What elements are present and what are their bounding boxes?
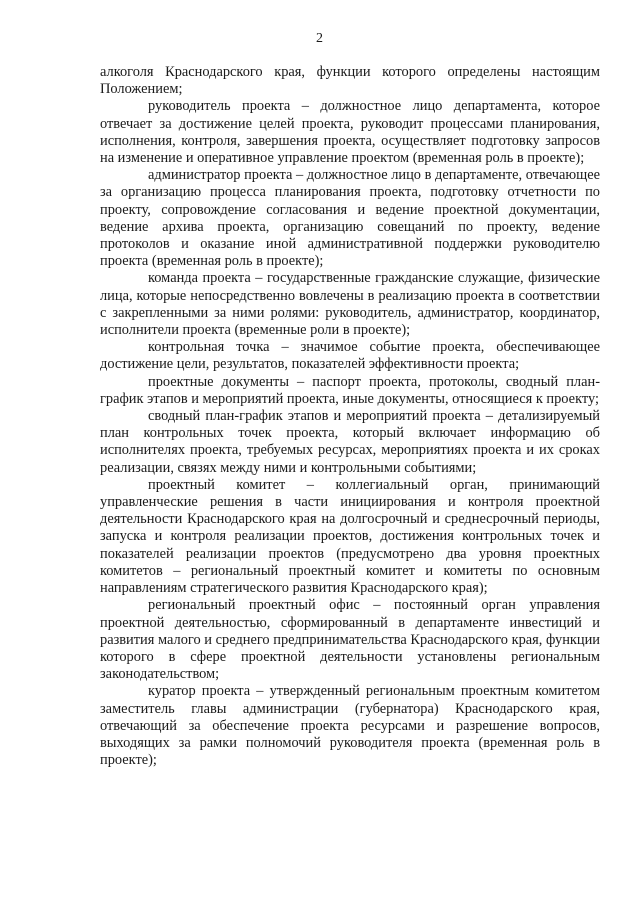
paragraph-project-documents: проектные документы – паспорт проекта, протоколы, сводный план-график этапов и мероприятий проекта, иные документы, относящиеся к проекту;: [100, 373, 600, 407]
document-body: [100, 64, 600, 769]
paragraph-project-team: команда проекта – государственные гражданские служащие, физические лица, которые непосредственно вовлечены в реализацию проекта в соответствии с закрепленными за ними ролями: руководитель, администратор, координатор, исполнители проекта (временные роли в проекте);: [100, 270, 600, 339]
page-number: 2: [316, 31, 323, 46]
paragraph-project-curator: куратор проекта – утвержденный региональным проектным комитетом заместитель главы администрации (губернатора) Краснодарского края, отвечающий за обеспечение проекта ресурсами и разрешение вопросов, выходящих за рамки полномочий руководителя проекта (временная роль в проекте);: [100, 683, 600, 769]
paragraph-regional-project-office: региональный проектный офис – постоянный орган управления проектной деятельностью, сформированный в департаменте инвестиций и развития малого и среднего предпринимательства Краснодарского края, функции которого в сфере проектной деятельности установлены региональным законодательством;: [100, 597, 600, 683]
paragraph-checkpoint: контрольная точка – значимое событие проекта, обеспечивающее достижение цели, результатов, показателей эффективности проекта;: [100, 339, 600, 373]
paragraph-project-manager: руководитель проекта – должностное лицо департамента, которое отвечает за достижение целей проекта, руководит процессами планирования, исполнения, контроля, завершения проекта, осуществляет подготовку запросов на изменение и оперативное управление проектом (временная роль в проекте);: [100, 98, 600, 167]
paragraph-project-committee: проектный комитет – коллегиальный орган, принимающий управленческие решения в части инициирования и контроля проектной деятельности Краснодарского края на долгосрочный и среднесрочный периоды, запуска и контроля реализации проектов, достижения контрольных точек и показателей реализации проектов (предусмотрено два уровня проектных комитетов – региональный проектный комитет и комитеты по основным направлениям стратегического развития Краснодарского края);: [100, 476, 600, 597]
paragraph-project-administrator: администратор проекта – должностное лицо в департаменте, отвечающее за организацию процесса планирования проекта, подготовку отчетности по проекту, сопровождение согласования и ведение проектной документации, ведение архива проекта, организацию совещаний по проекту, ведение протоколов и оказание иной административной поддержки руководителю проекта (временная роль в проекте);: [100, 167, 600, 270]
paragraph-schedule: сводный план-график этапов и мероприятий проекта – детализируемый план контрольных точек проекта, который включает информацию об исполнителях проекта, требуемых ресурсах, мероприятиях проекта и их сроках реализации, связях между ними и контрольными событиями;: [100, 408, 600, 476]
paragraph-continuation: алкоголя Краснодарского края, функции которого определены настоящим Положением;: [100, 64, 600, 98]
